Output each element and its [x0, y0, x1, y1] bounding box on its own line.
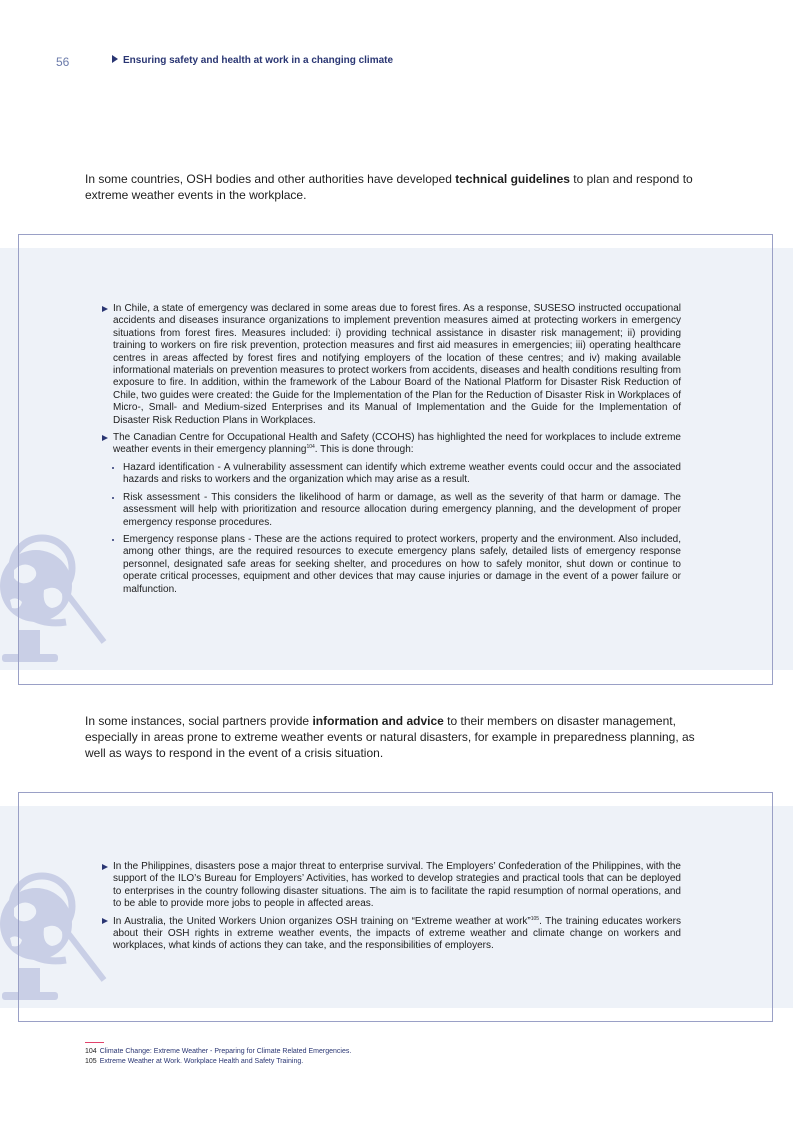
intro-paragraph-information-advice: In some instances, social partners provide information and advice to their members on disaster management, especially in areas prone to extreme weather events or natural disasters, for example in preparedness planning, as well as ways to respond in the event of a crisis situation.	[85, 714, 695, 760]
list-item-philippines: In the Philippines, disasters pose a major threat to enterprise survival. The Employers’ Confederation of the Philippines, with the support of the ILO’s Bureau for Employers’ Activities, has worked to develop strategies and practical tools that can be deployed to enterprises in the country following disaster situations. The aim is to facilitate the rapid resumption of normal operations, and to be able to provide more jobs to people in affected areas.	[102, 861, 681, 911]
list-item-canada: The Canadian Centre for Occupational Health and Safety (CCOHS) has highlighted the need for workplaces to include extreme weather events in their emergency planning$^{104}$. This is done through:	[102, 432, 681, 457]
sub-item-risk-assessment: Risk assessment - This considers the likelihood of harm or damage, as well as the severity of that harm or damage. The assessment will help with prioritization and resource allocation during emergency planning, and the development of proper emergency response procedures.	[102, 492, 681, 529]
intro-paragraph-technical-guidelines: In some countries, OSH bodies and other authorities have developed technical guidelines to plan and respond to extreme weather events in the workplace.	[85, 172, 693, 202]
running-title: Ensuring safety and health at work in a changing climate	[123, 55, 394, 66]
case-box-2	[102, 861, 681, 958]
dot-bullet-icon	[112, 467, 114, 469]
bold-information-advice: information and advice	[312, 714, 444, 728]
running-header	[112, 55, 393, 66]
footnote-105: 105 Extreme Weather at Work. Workplace Health and Safety Training.	[85, 1058, 304, 1065]
footnote-104: 104 Climate Change: Extreme Weather - Preparing for Climate Related Emergencies.	[85, 1048, 352, 1055]
sub-item-hazard-identification: Hazard identification - A vulnerability assessment can identify which extreme weather events could occur and the associated hazards and risks to workers and the organization which may arise as a result.	[102, 462, 681, 487]
case-box-1	[102, 303, 681, 601]
dot-bullet-icon	[112, 539, 114, 541]
footnote-ref-105[interactable]: 105	[530, 915, 540, 922]
triangle-bullet-icon	[102, 435, 108, 441]
bold-technical-guidelines: technical guidelines	[455, 172, 570, 186]
footnote-link-104[interactable]: Climate Change: Extreme Weather - Preparing for Climate Related Emergencies.	[99, 1048, 352, 1055]
triangle-bullet-icon	[102, 306, 108, 312]
triangle-bullet-icon	[102, 918, 108, 924]
triangle-bullet-icon	[102, 864, 108, 870]
list-item-chile: In Chile, a state of emergency was declared in some areas due to forest fires. As a response, SUSESO instructed occupational accidents and diseases insurance organizations to implement prevention measures aimed at protecting workers in emergency situations from forest fires. Measures included: i) providing technical assistance in disaster risk management; ii) providing training to workers on fire risk prevention, protection measures and first aid measures in emergencies; iii) operating healthcare centres in areas affected by forest fires and notifying employers of the location of these centres; and iv) making available informational materials on prevention measures to protect workers from accidents, diseases and health conditions resulting from exposure to fire. In addition, within the framework of the Labour Board of the National Platform for Disaster Risk Reduction of Chile, two guides were created: the Guide for the Implementation of the Plan for the Reduction of Disaster Risk in Workplaces of Micro-, Small- and Medium-sized Enterprises and its Manual of Implementation and the Guide for the Implementation of Disaster Risk Reduction Plans in Workplaces.	[102, 303, 681, 427]
page-number: 56	[56, 55, 70, 69]
footnote-divider	[85, 1042, 104, 1043]
footnote-ref-104[interactable]: 104	[306, 444, 315, 451]
footnotes	[85, 1047, 351, 1067]
dot-bullet-icon	[112, 497, 114, 499]
footnote-link-105[interactable]: Extreme Weather at Work. Workplace Health and Safety Training.	[99, 1058, 304, 1065]
list-item-australia: In Australia, the United Workers Union organizes OSH training on “Extreme weather at work”$^{105}$. The training educates workers about their OSH rights in extreme weather events, the impacts of extreme weather and climate change on workers and workplaces, what kinds of actions they can take, and the responsibilities of employers.	[102, 916, 681, 953]
sub-item-emergency-response-plans: Emergency response plans - These are the actions required to protect workers, property and the environment. Also included, among other things, are the required resources to execute emergency plans safely, detailed lists of emergency response personnel, designated safe areas for seeking shelter, and procedures on how to safely monitor, shut down or continue to operate critical processes, equipment and other devices that may cause injuries or damage in the event of a power failure or malfunction.	[102, 534, 681, 596]
triangle-bullet-icon	[112, 55, 118, 63]
